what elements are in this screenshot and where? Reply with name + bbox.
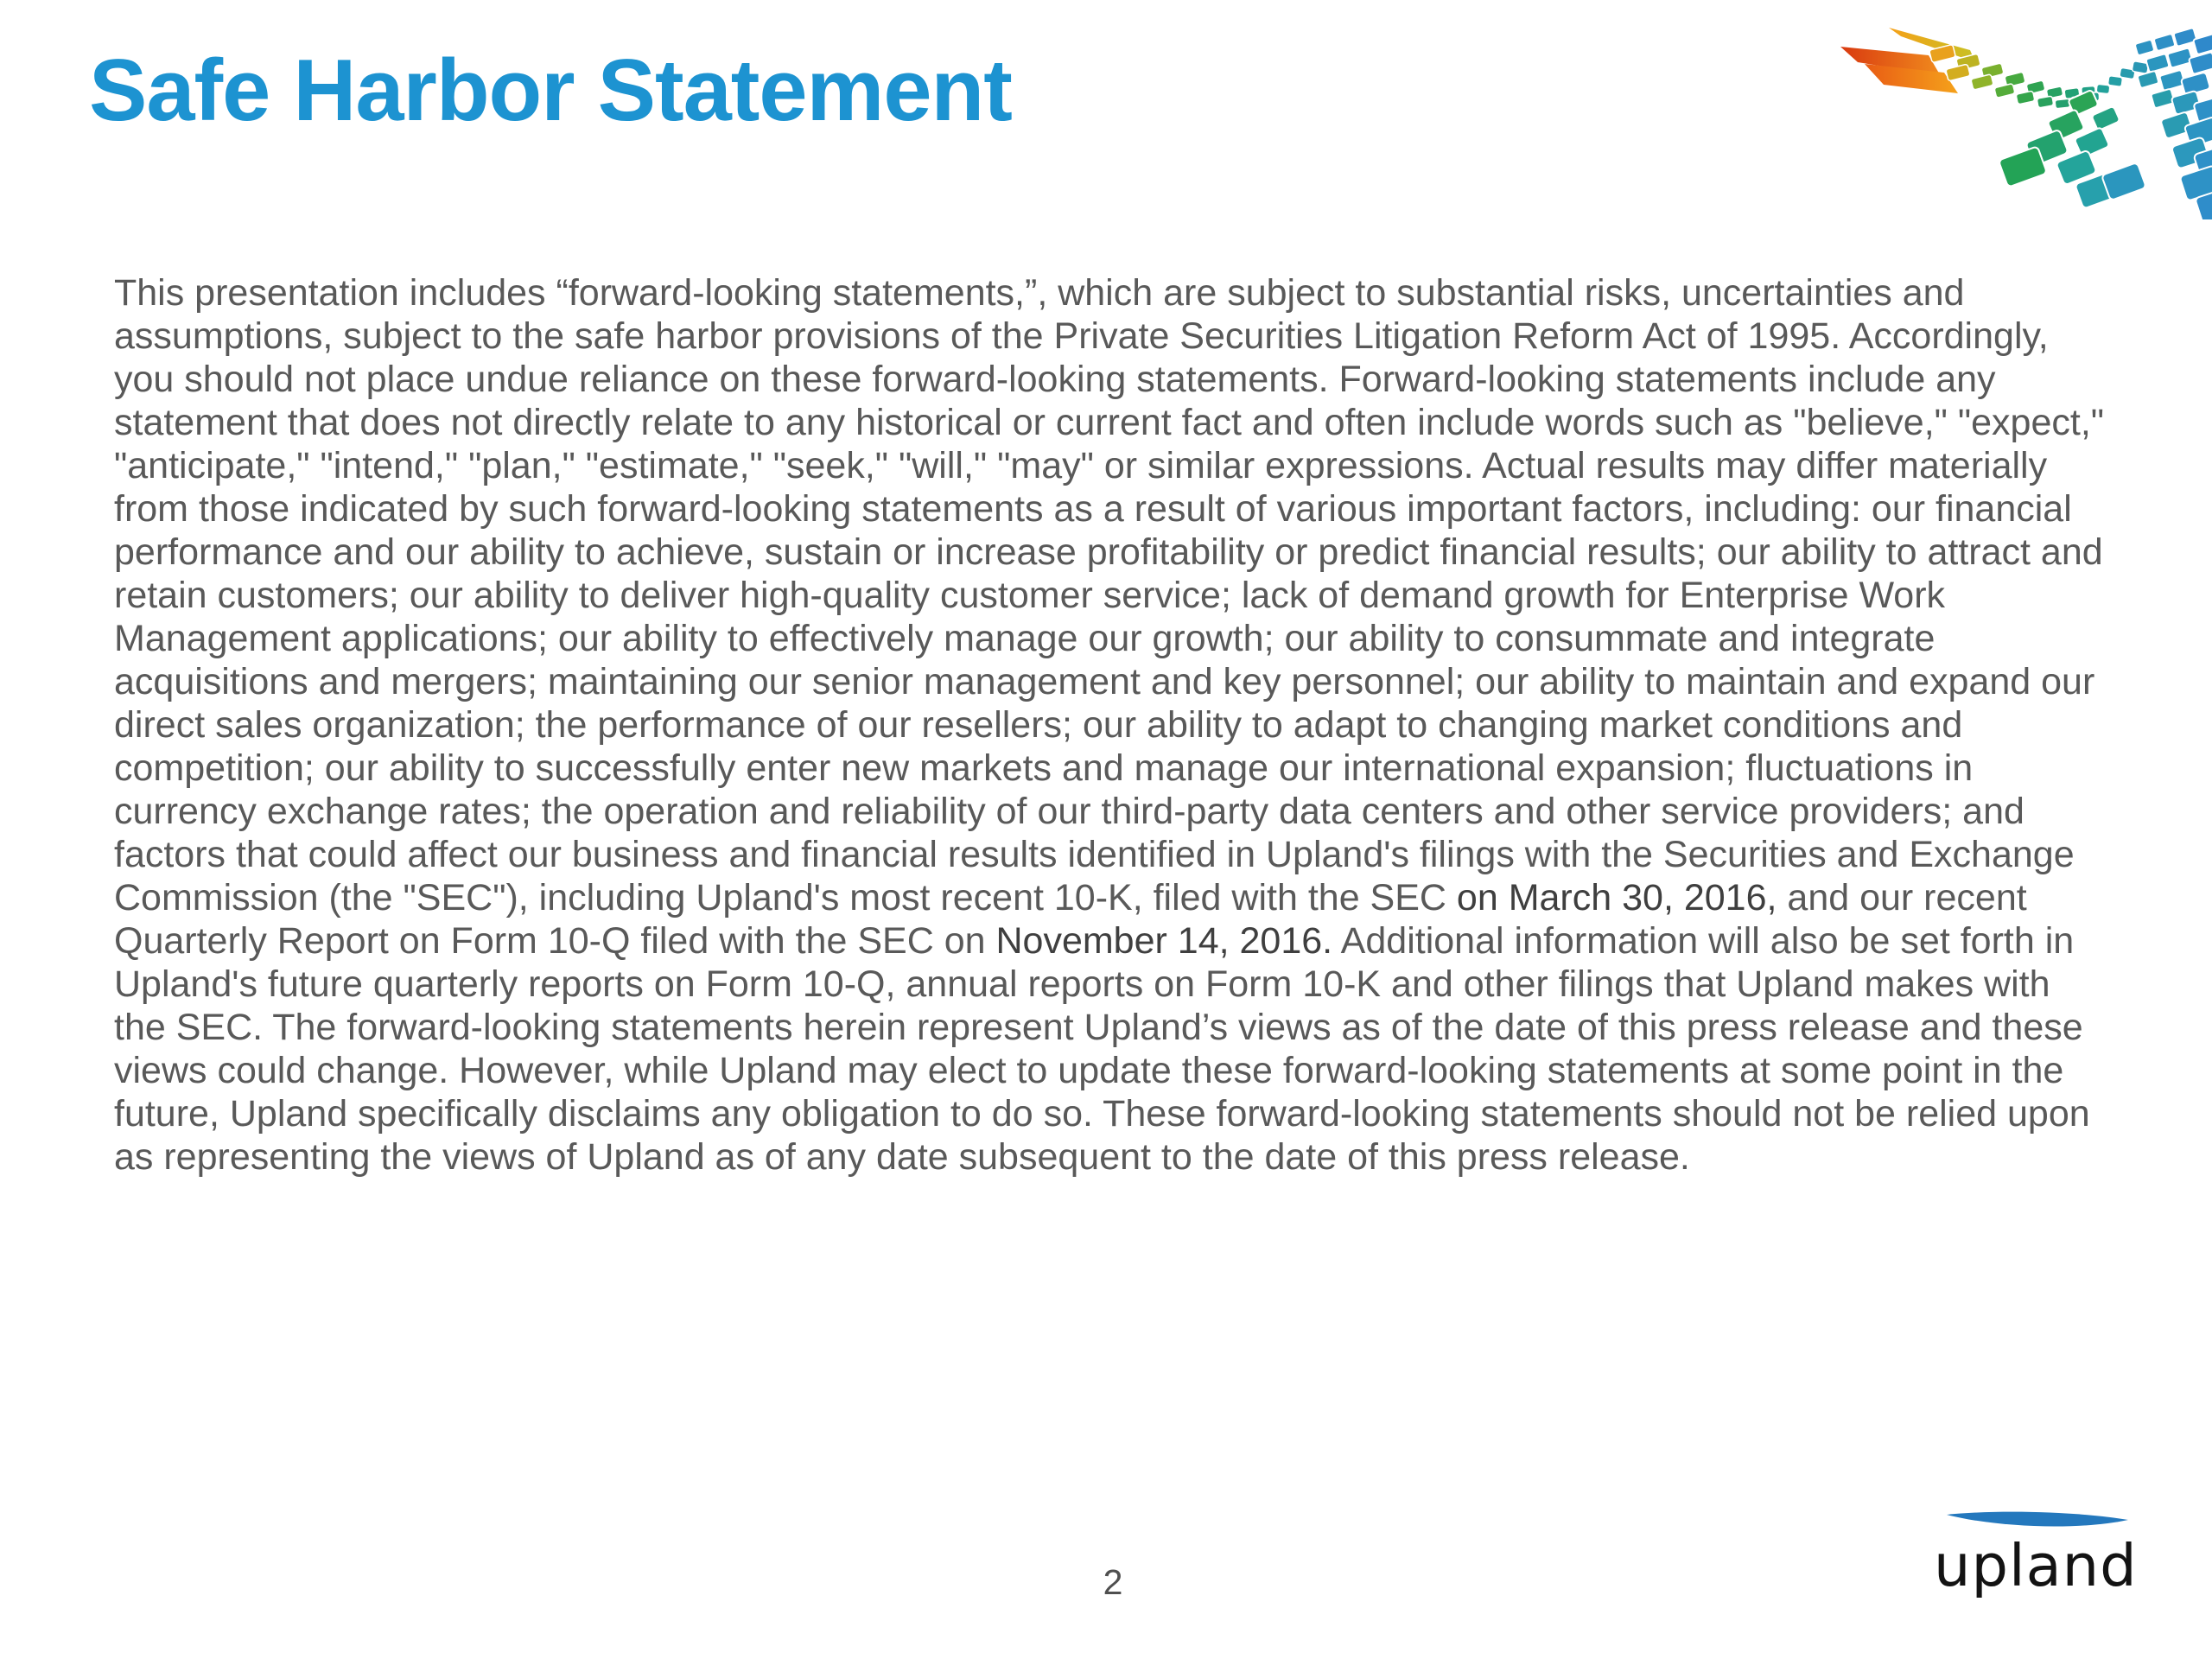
filing-date-november: November 14, 2016. — [995, 920, 1333, 962]
body-text-part-1: This presentation includes “forward-looking statements,”, which are subject to substantial risks, uncertainties and assumptions, subject to the safe harbor provisions of the Private Securities Litigation Reform Act of 1995. Accordingly, you should not place undue reliance on these forward-looking statements. Forward-looking statements include any statement that does not directly relate to any historical or current fact and often include words such as "believe," "expect," "anticipate," "intend," "plan," "estimate," "seek," "will," "may" or similar expressions. Actual results may differ materially from those indicated by such forward-looking statements as a result of various important factors, including: our financial performance and our ability to achieve, sustain or increase profitability or predict financial results; our ability to attract and retain customers; our ability to deliver high-quality customer service; lack of demand growth for Enterprise Work Management applications; our ability to effectively manage our growth; our ability to consummate and integrate acquisitions and mergers; maintaining our senior management and key personnel; our ability to maintain and expand our direct sales organization; the performance of our resellers; our ability to adapt to changing market conditions and competition; our ability to successfully enter new markets and manage our international expansion; fluctuations in currency exchange rates; the operation and reliability of our third-party data centers and other service providers; and factors that could affect our business and financial results identified in Upland's filings with the Securities and Exchange Commission (the "SEC"), including Upland's most recent 10-K, filed with the SEC — [114, 272, 2105, 918]
upland-swoosh-icon — [1946, 1509, 2129, 1531]
body-text-part-2: and our recent Quarterly Report on Form 10-Q filed with the SEC on — [114, 877, 2027, 962]
upland-logo — [1934, 1505, 2193, 1626]
safe-harbor-paragraph — [114, 271, 2112, 1179]
upland-logo-text: upland — [1934, 1532, 2138, 1599]
tile-mosaic-graphic — [1839, 5, 2212, 219]
filing-date-march: on March 30, 2016, — [1456, 877, 1777, 918]
page-number: 2 — [1103, 1562, 1123, 1602]
page-title: Safe Harbor Statement — [89, 42, 1012, 139]
body-text-part-3: Additional information will also be set forth in Upland's future quarterly reports on Form 10-Q, annual reports on Form 10-K and other filings that Upland makes with the SEC. The forward-looking statements herein represent Upland’s views as of the date of this press release and these views could change. However, while Upland may elect to update these forward-looking statements at some point in the future, Upland specifically disclaims any obligation to do so. These forward-looking statements should not be relied upon as representing the views of Upland as of any date subsequent to the date of this press release. — [114, 920, 2090, 1178]
